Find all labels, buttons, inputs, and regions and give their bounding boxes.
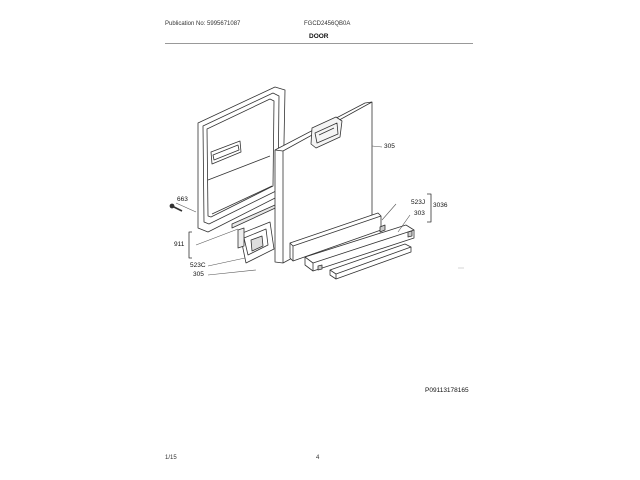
inner-door-frame bbox=[198, 87, 285, 232]
callout-911: 911 bbox=[174, 241, 185, 248]
model-number: FGCD2456QB0A bbox=[304, 21, 351, 27]
callout-523C: 523C bbox=[190, 262, 206, 269]
callout-303: 303 bbox=[414, 210, 425, 217]
callout-523J: 523J bbox=[411, 199, 426, 206]
callout-3036: 3036 bbox=[433, 202, 448, 209]
page-title: DOOR bbox=[309, 33, 329, 40]
figure-id: P09113178165 bbox=[425, 387, 469, 394]
callout-305-top: 305 bbox=[384, 143, 395, 150]
hinge-assembly bbox=[238, 222, 274, 263]
page-number: 4 bbox=[316, 455, 320, 461]
publication-number: Publication No: 5995671087 bbox=[165, 21, 241, 27]
page-of: 1/15 bbox=[165, 455, 177, 461]
callout-663: 663 bbox=[177, 196, 188, 203]
callout-305-bottom: 305 bbox=[193, 271, 204, 278]
